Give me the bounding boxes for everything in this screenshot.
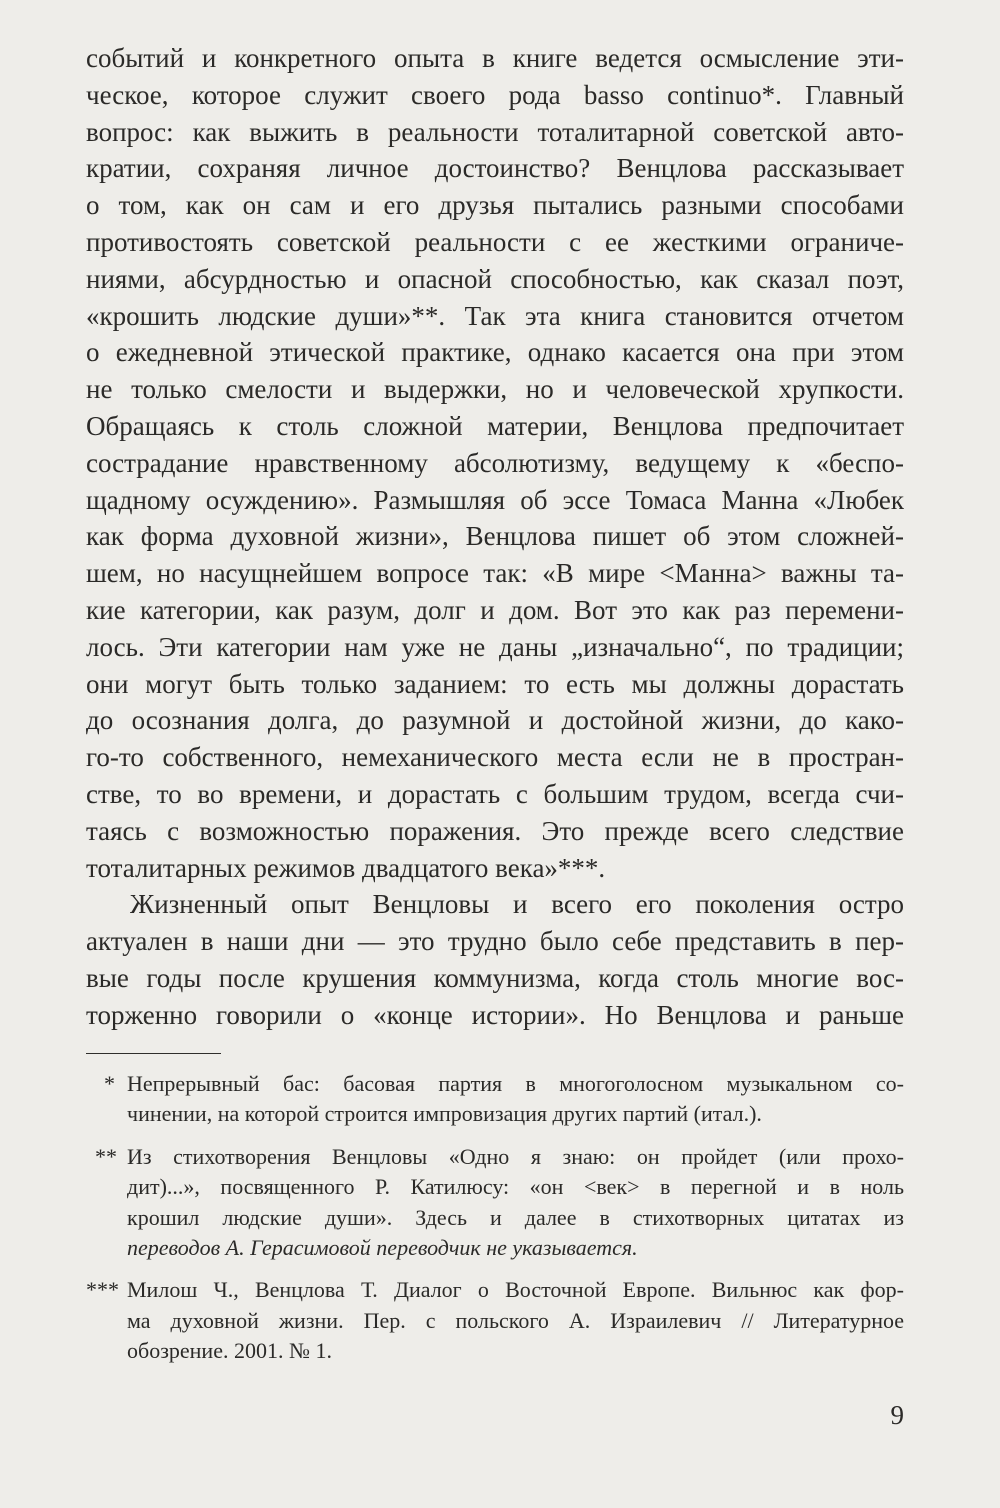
footnote-marker: ** <box>95 1143 117 1169</box>
text-line: таясь с возможностью поражения. Это прежде всего следствие <box>86 815 904 846</box>
text-line: о ежедневной этической практике, однако касается она при этом <box>86 337 904 368</box>
text-line: они могут быть только заданием: то есть мы должны дорастать <box>86 668 904 699</box>
text-line: шем, но насущнейшем вопросе так: «В мире <Манна> важны та- <box>86 558 904 589</box>
footnote <box>86 1142 904 1264</box>
text-line: как форма духовной жизни», Венцлова пишет об этом сложней- <box>86 521 904 552</box>
text-line: о том, как он сам и его друзья пытались разными способами <box>86 190 904 221</box>
text-line: кие категории, как разум, долг и дом. Вот это как раз перемени- <box>86 594 904 625</box>
text-line: актуален в наши дни — это трудно было себе представить в пер- <box>86 926 904 957</box>
footnote-line: Милош Ч., Венцлова Т. Диалог о Восточной Европе. Вильнюс как фор- <box>127 1277 904 1303</box>
footnote-marker: *** <box>86 1277 119 1303</box>
text-line: ческое, которое служит своего рода basso continuo*. Главный <box>86 79 904 110</box>
text-line: не только смелости и выдержки, но и человеческой хрупкости. <box>86 374 904 405</box>
text-line: го-то собственного, немеханического места если не в простран- <box>86 742 904 773</box>
text-line: щадному осуждению». Размышляя об эссе Томаса Манна «Любек <box>86 484 904 515</box>
main-text <box>86 40 904 1034</box>
text-line: кратии, сохраняя личное достоинство? Венцлова рассказывает <box>86 153 904 184</box>
text-line: событий и конкретного опыта в книге ведется осмысление эти- <box>86 43 904 73</box>
text-line: сострадание нравственному абсолютизму, ведущему к «беспо- <box>86 447 904 478</box>
text-line: «крошить людские души»**. Так эта книга становится отчетом <box>86 300 904 331</box>
text-line: вопрос: как выжить в реальности тоталитарной советской авто- <box>86 116 904 147</box>
text-line: вые годы после крушения коммунизма, когда столь многие вос- <box>86 962 904 993</box>
footnote <box>86 1069 904 1130</box>
text-line: Обращаясь к столь сложной материи, Венцлова предпочитает <box>86 410 904 441</box>
page-number: 9 <box>890 1400 904 1430</box>
text-line: торженно говорили о «конце истории». Но Венцлова и раньше <box>86 999 904 1030</box>
text-line: до осознания долга, до разумной и достойной жизни, до како- <box>86 705 904 736</box>
footnote-line: крошил людские души». Здесь и далее в стихотворных цитатах из <box>127 1204 904 1230</box>
footnote-line: Из стихотворения Венцловы «Одно я знаю: он пройдет (или прохо- <box>127 1143 904 1169</box>
paragraph-first-line: Жизненный опыт Венцловы и всего его поколения остро <box>130 889 904 920</box>
text-line: тоталитарных режимов двадцатого века»***. <box>86 852 606 883</box>
text-line: лось. Эти категории нам уже не даны „изначально“, по традиции; <box>86 631 904 662</box>
footnote-separator <box>86 1053 221 1054</box>
text-line: ниями, абсурдностью и опасной способностью, как сказал поэт, <box>86 263 904 294</box>
text-line: противостоять советской реальности с ее жесткими ограниче- <box>86 226 904 257</box>
text-line: стве, то во времени, и дорастать с большим трудом, всегда счи- <box>86 778 904 809</box>
footnotes <box>86 1069 904 1379</box>
footnote-line: переводов А. Герасимовой переводчик не указывается. <box>127 1234 638 1260</box>
footnote <box>86 1275 904 1366</box>
footnote-line: чинении, на которой строится импровизация других партий (итал.). <box>127 1101 762 1127</box>
footnote-marker: * <box>104 1071 115 1096</box>
footnote-line: дит)...», посвященного Р. Катилюсу: «он <век> в перегной и в ноль <box>127 1174 904 1200</box>
footnote-line: Непрерывный бас: басовая партия в многоголосном музыкальном со- <box>127 1071 904 1096</box>
footnote-line: ма духовной жизни. Пер. с польского А. Израилевич // Литературное <box>127 1307 904 1333</box>
footnote-line: обозрение. 2001. № 1. <box>127 1338 332 1364</box>
